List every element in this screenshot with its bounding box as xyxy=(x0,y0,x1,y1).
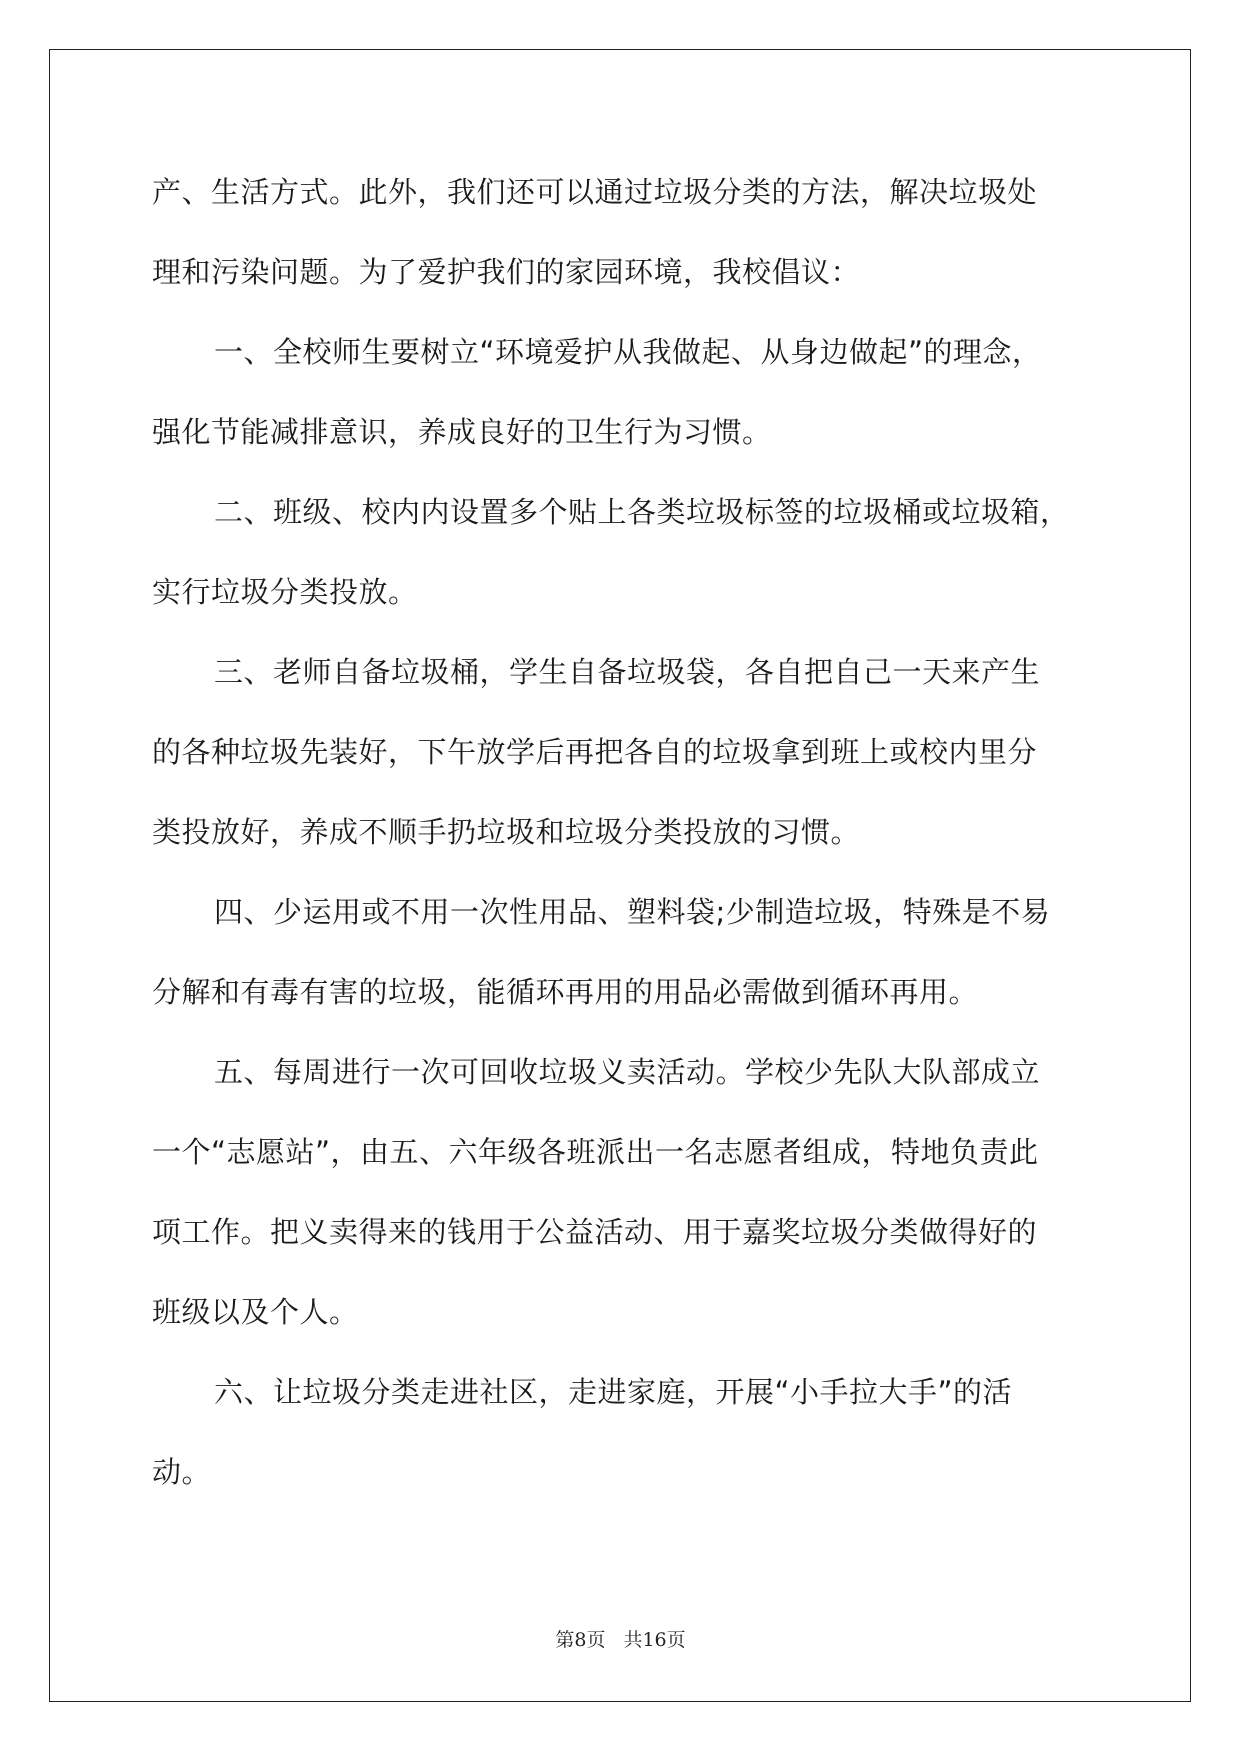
text-line: 理和污染问题。为了爱护我们的家园环境，我校倡议： xyxy=(152,255,861,289)
text-line: 分解和有毒有害的垃圾，能循环再用的用品必需做到循环再用。 xyxy=(152,975,979,1009)
text-line: 实行垃圾分类投放。 xyxy=(152,575,418,609)
text-line: 产、生活方式。此外，我们还可以通过垃圾分类的方法，解决垃圾处 xyxy=(152,175,1038,209)
text-line: 一个“志愿站”，由五、六年级各班派出一名志愿者组成，特地负责此 xyxy=(152,1135,1039,1169)
page-footer xyxy=(0,1625,1241,1652)
text-line: 的各种垃圾先装好，下午放学后再把各自的垃圾拿到班上或校内里分 xyxy=(152,735,1038,769)
text-line: 一、全校师生要树立“环境爱护从我做起、从身边做起”的理念， xyxy=(214,335,1042,369)
text-line: 班级以及个人。 xyxy=(152,1295,359,1329)
text-line: 六、让垃圾分类走进社区，走进家庭，开展“小手拉大手”的活 xyxy=(214,1375,1013,1409)
text-line: 三、老师自备垃圾桶，学生自备垃圾袋，各自把自己一天来产生 xyxy=(214,655,1041,689)
page-number: 第8页 xyxy=(555,1629,606,1651)
text-line: 二、班级、校内内设置多个贴上各类垃圾标签的垃圾桶或垃圾箱， xyxy=(214,495,1070,529)
document-body xyxy=(152,160,1094,1520)
text-line: 强化节能减排意识，养成良好的卫生行为习惯。 xyxy=(152,415,772,449)
text-line: 类投放好，养成不顺手扔垃圾和垃圾分类投放的习惯。 xyxy=(152,815,861,849)
text-line: 四、少运用或不用一次性用品、塑料袋;少制造垃圾，特殊是不易 xyxy=(214,895,1051,929)
page-total: 共16页 xyxy=(623,1629,686,1651)
text-line: 五、每周进行一次可回收垃圾义卖活动。学校少先队大队部成立 xyxy=(214,1055,1041,1089)
text-line: 项工作。把义卖得来的钱用于公益活动、用于嘉奖垃圾分类做得好的 xyxy=(152,1215,1038,1249)
text-line: 动。 xyxy=(152,1455,212,1489)
